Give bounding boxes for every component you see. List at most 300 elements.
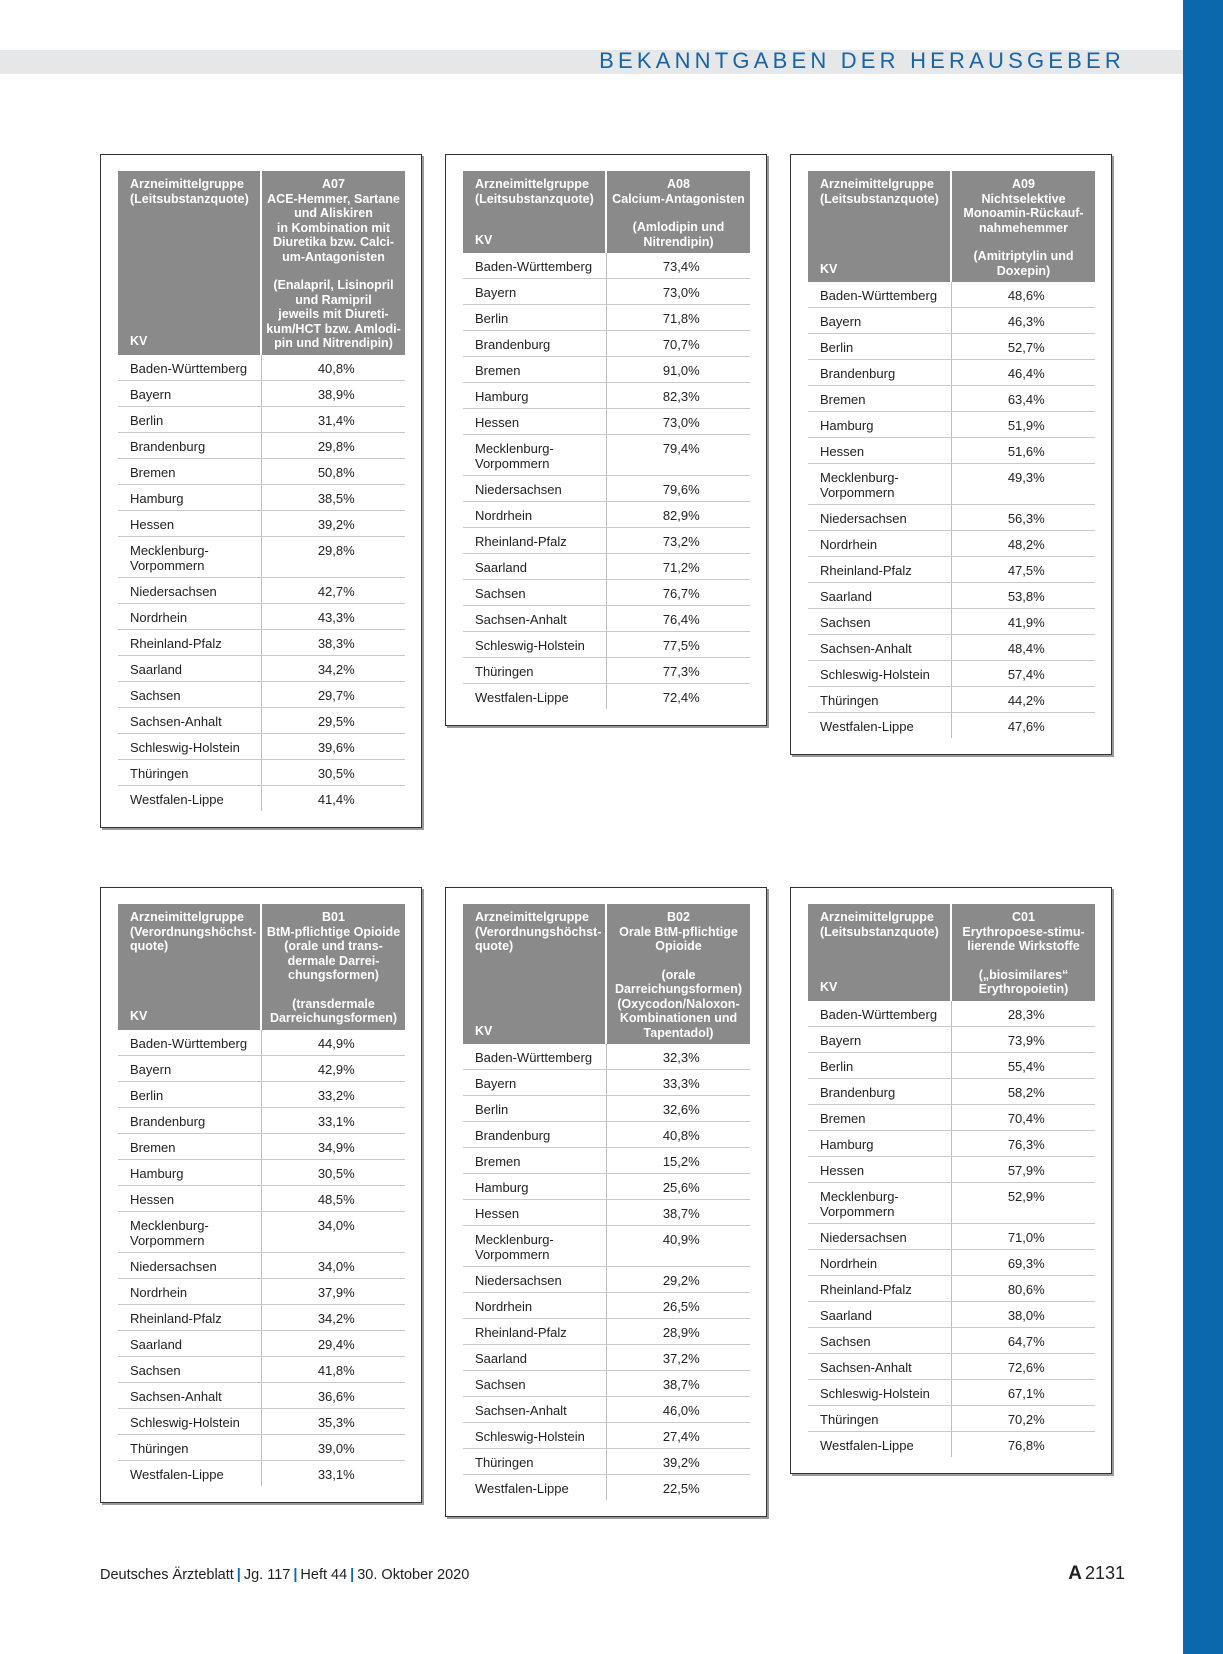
header-cell-group: [808, 171, 951, 282]
quota-value-cell: 70,2%: [951, 1405, 1095, 1431]
table-row: [463, 1345, 750, 1371]
table-row: [463, 502, 750, 528]
drug-group-title-line: BtM-pflichtige Opioide: [266, 924, 401, 939]
quota-value-cell: 44,9%: [261, 1030, 405, 1056]
quota-value-cell: 76,8%: [1007, 1437, 1045, 1453]
quota-value-cell: 71,0%: [951, 1223, 1095, 1249]
kv-name-cell: Schleswig-Holstein: [808, 1379, 951, 1405]
table-row: [118, 1408, 405, 1434]
table-row: [463, 331, 750, 357]
group-header-line: Arzneimittelgruppe: [475, 910, 589, 924]
quota-value-cell: 80,6%: [951, 1275, 1095, 1301]
table-row: [463, 1293, 750, 1319]
table-row: [463, 1449, 750, 1475]
kv-name-cell: Saarland: [463, 554, 606, 580]
drug-group-note-line: pin und Nitrendipin): [274, 336, 393, 350]
quota-value-cell: 29,7%: [261, 681, 405, 707]
quota-value-cell: 22,5%: [662, 1481, 700, 1496]
quota-value-cell: 46,3%: [951, 308, 1095, 334]
kv-name-cell: Niedersachsen: [808, 1223, 951, 1249]
quota-value-cell: 25,6%: [606, 1174, 750, 1200]
table-row: [463, 684, 750, 710]
kv-name-cell: Berlin: [118, 1081, 261, 1107]
kv-name-cell: Bayern: [118, 380, 261, 406]
table-row: [118, 1434, 405, 1460]
kv-name-cell: Rheinland-Pfalz: [808, 557, 951, 583]
drug-group-title-line: ACE-Hemmer, Sartane: [267, 191, 400, 206]
quota-value-cell: 29,2%: [606, 1267, 750, 1293]
kv-name-cell: Bayern: [118, 1055, 261, 1081]
kv-name-cell: Westfalen-Lippe: [118, 785, 261, 811]
drug-group-title-line: in Kombination mit: [276, 220, 391, 235]
quota-value-cell: 38,9%: [261, 380, 405, 406]
quota-value-cell: 71,8%: [606, 305, 750, 331]
kv-name-cell: Sachsen: [118, 681, 261, 707]
table-row: [463, 1174, 750, 1200]
kv-name-cell: Thüringen: [808, 1405, 951, 1431]
quota-value-cell: 73,9%: [951, 1026, 1095, 1052]
quota-value-cell: 47,6%: [1007, 719, 1045, 734]
quota-value-cell: 76,7%: [606, 580, 750, 606]
kv-name-cell: Hessen: [808, 1156, 951, 1182]
quota-value-cell: 72,6%: [951, 1353, 1095, 1379]
group-header-line: Arzneimittelgruppe: [475, 177, 589, 191]
kv-name-cell: Bremen: [463, 357, 606, 383]
kv-name-cell: Sachsen-Anhalt: [808, 635, 951, 661]
table-row: [118, 1107, 405, 1133]
table-row: [118, 1460, 405, 1486]
kv-name-cell: Bremen: [118, 458, 261, 484]
header-row: [808, 171, 1095, 282]
kv-name-cell: Bremen: [118, 1133, 261, 1159]
kv-name-cell: Nordrhein: [808, 531, 951, 557]
table-row: [118, 380, 405, 406]
drug-group-title-line: lierende Wirkstoffe: [967, 939, 1080, 953]
kv-name-cell: Rheinland-Pfalz: [463, 528, 606, 554]
section-title: BEKANNTGABEN DER HERAUSGEBER: [599, 48, 1125, 73]
table-row: [118, 629, 405, 655]
kv-name-cell: Baden-Württemberg: [808, 1001, 951, 1027]
table-row: [118, 355, 405, 381]
separator: |: [350, 1567, 355, 1583]
quota-value-cell: 38,0%: [951, 1301, 1095, 1327]
issue: Heft 44: [300, 1567, 348, 1583]
drug-group-title-line: (orale und trans-: [284, 939, 383, 953]
table-row: [463, 253, 750, 279]
table-row: [463, 580, 750, 606]
table-row: [808, 583, 1095, 609]
header-spacer: [956, 954, 1091, 968]
table-row: [808, 412, 1095, 438]
header-row: [118, 904, 405, 1030]
table-row: [118, 1304, 405, 1330]
header-cell-group: [463, 904, 606, 1044]
kv-name-cell: Westfalen-Lippe: [118, 1460, 261, 1486]
header-cell-group: [118, 171, 261, 355]
quota-value-cell: 70,4%: [951, 1104, 1095, 1130]
group-header-line: (Leitsubstanzquote): [475, 191, 594, 206]
drug-group-note-line: Doxepin): [996, 263, 1051, 278]
drug-group-code: A07: [322, 177, 345, 191]
quota-value-cell: 35,3%: [261, 1408, 405, 1434]
kv-name-cell: Thüringen: [118, 1434, 261, 1460]
kv-name-cell: Rheinland-Pfalz: [808, 1275, 951, 1301]
kv-name-cell: Brandenburg: [808, 360, 951, 386]
group-header-line: quote): [475, 939, 514, 953]
drug-group-note-line: (Amlodipin und: [632, 220, 725, 234]
quota-value-cell: 28,3%: [951, 1001, 1095, 1027]
kv-name-cell: Westfalen-Lippe: [808, 713, 951, 739]
table-row: [118, 432, 405, 458]
quota-value-cell: 33,3%: [606, 1070, 750, 1096]
kv-name-cell: Berlin: [463, 1096, 606, 1122]
data-table: [463, 904, 750, 1500]
table-row: [808, 557, 1095, 583]
table-box: [445, 887, 767, 1517]
group-header-line: (Verordnungshöchst-: [475, 924, 602, 939]
separator: |: [293, 1567, 298, 1583]
drug-group-note-line: (Oxycodon/Naloxon-: [617, 996, 740, 1011]
quota-value-cell: 29,8%: [261, 432, 405, 458]
drug-group-code: B01: [322, 910, 345, 924]
quota-value-cell: 82,9%: [606, 502, 750, 528]
kv-name-cell: Mecklenburg- Vorpommern: [808, 1182, 951, 1223]
table-box: [790, 154, 1112, 755]
quota-value-cell: 53,8%: [951, 583, 1095, 609]
table-row: [808, 1353, 1095, 1379]
kv-column-label: KV: [820, 980, 838, 994]
table-row: [463, 1397, 750, 1423]
quota-value-cell: 44,2%: [951, 687, 1095, 713]
quota-value-cell: 27,4%: [606, 1423, 750, 1449]
group-header-line: Arzneimittelgruppe: [130, 177, 244, 191]
header-row: [118, 171, 405, 355]
group-header-line: Arzneimittelgruppe: [820, 910, 934, 924]
date: 30. Oktober 2020: [357, 1567, 470, 1583]
kv-column-label: KV: [130, 334, 148, 348]
kv-name-cell: Bayern: [463, 1070, 606, 1096]
group-header-line: (Leitsubstanzquote): [130, 191, 249, 206]
table-row: [463, 1096, 750, 1122]
table-row: [118, 1030, 405, 1056]
kv-name-cell: Schleswig-Holstein: [463, 632, 606, 658]
kv-name-cell: Sachsen-Anhalt: [808, 1353, 951, 1379]
quota-value-cell: 58,2%: [951, 1078, 1095, 1104]
quota-value-cell: 71,2%: [606, 554, 750, 580]
kv-name-cell: Bremen: [463, 1148, 606, 1174]
drug-group-code: A09: [1012, 177, 1035, 191]
drug-group-title-line: Monoamin-Rückauf-: [963, 206, 1084, 220]
table-row: [463, 528, 750, 554]
table-row: [463, 1122, 750, 1148]
quota-value-cell: 47,5%: [951, 557, 1095, 583]
quota-value-cell: 30,5%: [261, 759, 405, 785]
kv-name-cell: Saarland: [118, 655, 261, 681]
table-row: [118, 1133, 405, 1159]
quota-value-cell: 34,0%: [261, 1252, 405, 1278]
kv-name-cell: Baden-Württemberg: [118, 1030, 261, 1056]
quota-value-cell: 46,4%: [951, 360, 1095, 386]
header-cell-drug: [951, 171, 1095, 282]
table-row: [118, 577, 405, 603]
kv-name-cell: Hessen: [463, 1200, 606, 1226]
kv-name-cell: Schleswig-Holstein: [118, 1408, 261, 1434]
kv-column-label: KV: [475, 232, 493, 247]
quota-value-cell: 48,2%: [951, 531, 1095, 557]
kv-name-cell: Schleswig-Holstein: [463, 1423, 606, 1449]
quota-value-cell: 34,2%: [261, 1304, 405, 1330]
table-row: [808, 687, 1095, 713]
quota-value-cell: 37,9%: [261, 1278, 405, 1304]
kv-name-cell: Brandenburg: [808, 1078, 951, 1104]
quota-value-cell: 38,7%: [606, 1371, 750, 1397]
table-row: [118, 484, 405, 510]
kv-name-cell: Hamburg: [463, 1174, 606, 1200]
kv-name-cell: Thüringen: [463, 1449, 606, 1475]
quota-value-cell: 91,0%: [606, 357, 750, 383]
table-row: [118, 510, 405, 536]
kv-name-cell: Saarland: [808, 1301, 951, 1327]
data-table: [118, 171, 405, 811]
table-row: [463, 606, 750, 632]
kv-name-cell: Saarland: [463, 1345, 606, 1371]
drug-group-title-line: Orale BtM-pflichtige: [619, 924, 738, 939]
table-row: [118, 1211, 405, 1252]
drug-group-note-line: jeweils mit Diureti-: [278, 307, 389, 321]
table-row: [808, 1104, 1095, 1130]
quota-value-cell: 42,7%: [261, 577, 405, 603]
drug-group-title-line: Diuretika bzw. Calci-: [272, 235, 395, 249]
table-row: [463, 409, 750, 435]
kv-name-cell: Hamburg: [118, 1159, 261, 1185]
quota-value-cell: 57,4%: [951, 661, 1095, 687]
kv-name-cell: Sachsen-Anhalt: [118, 1382, 261, 1408]
header-spacer: [266, 983, 401, 997]
kv-name-cell: Westfalen-Lippe: [808, 1431, 951, 1457]
table-row: [118, 1382, 405, 1408]
quota-value-cell: 48,5%: [261, 1185, 405, 1211]
drug-group-note-line: (Enalapril, Lisinopril: [273, 278, 394, 292]
kv-name-cell: Sachsen: [118, 1356, 261, 1382]
kv-name-cell: Sachsen-Anhalt: [463, 1397, 606, 1423]
quota-value-cell: 33,2%: [261, 1081, 405, 1107]
table-row: [118, 1055, 405, 1081]
kv-name-cell: Thüringen: [463, 658, 606, 684]
table-row: [118, 1356, 405, 1382]
group-header-line: Arzneimittelgruppe: [820, 177, 934, 191]
table-row: [118, 1159, 405, 1185]
group-header-line: Arzneimittelgruppe: [130, 910, 244, 924]
drug-group-note-line: („biosimilares“: [978, 967, 1069, 982]
drug-group-note-line: Darreichungsformen): [614, 982, 743, 996]
table-row: [463, 1371, 750, 1397]
kv-name-cell: Hessen: [463, 409, 606, 435]
quota-value-cell: 38,5%: [261, 484, 405, 510]
drug-group-note-line: Darreichungsformen): [269, 1011, 398, 1025]
kv-name-cell: Bayern: [808, 308, 951, 334]
table-row: [463, 383, 750, 409]
kv-name-cell: Rheinland-Pfalz: [463, 1319, 606, 1345]
table-row: [808, 1301, 1095, 1327]
page-number: [1068, 1563, 1125, 1585]
quota-value-cell: 69,3%: [951, 1249, 1095, 1275]
table-row: [808, 1223, 1095, 1249]
table-row: [808, 1026, 1095, 1052]
header-cell-group: [118, 904, 261, 1030]
group-header-line: quote): [130, 939, 169, 953]
table-row: [463, 279, 750, 305]
drug-group-title-line: dermale Darrei-: [287, 953, 380, 968]
kv-name-cell: Sachsen: [463, 1371, 606, 1397]
kv-name-cell: Berlin: [808, 1052, 951, 1078]
data-table: [118, 904, 405, 1486]
group-header-line: (Leitsubstanzquote): [820, 924, 939, 939]
quota-value-cell: 82,3%: [606, 383, 750, 409]
header-cell-drug: [606, 171, 750, 253]
kv-name-cell: Rheinland-Pfalz: [118, 1304, 261, 1330]
table-row: [808, 531, 1095, 557]
kv-name-cell: Hamburg: [808, 412, 951, 438]
table-row: [808, 635, 1095, 661]
table-row: [808, 464, 1095, 505]
quota-value-cell: 31,4%: [261, 406, 405, 432]
table-row: [808, 386, 1095, 412]
kv-name-cell: Sachsen: [808, 609, 951, 635]
table-row: [808, 334, 1095, 360]
page-number-value: 2131: [1084, 1563, 1125, 1583]
data-table: [808, 904, 1095, 1457]
kv-name-cell: Mecklenburg- Vorpommern: [118, 1211, 261, 1252]
header-cell-group: [808, 904, 951, 1001]
table-row: [463, 435, 750, 476]
quota-value-cell: 33,1%: [317, 1466, 355, 1482]
kv-name-cell: Schleswig-Holstein: [808, 661, 951, 687]
quota-value-cell: 52,7%: [951, 334, 1095, 360]
quota-value-cell: 55,4%: [951, 1052, 1095, 1078]
quota-value-cell: 38,3%: [261, 629, 405, 655]
table-row: [118, 785, 405, 811]
kv-name-cell: Nordrhein: [808, 1249, 951, 1275]
drug-group-note-line: kum/HCT bzw. Amlodi-: [266, 321, 401, 336]
kv-name-cell: Niedersachsen: [808, 505, 951, 531]
drug-group-title-line: chungsformen): [288, 968, 379, 982]
kv-name-cell: Brandenburg: [463, 331, 606, 357]
kv-name-cell: Thüringen: [808, 687, 951, 713]
table-row: [808, 1275, 1095, 1301]
kv-name-cell: Thüringen: [118, 759, 261, 785]
quota-value-cell: 29,5%: [261, 707, 405, 733]
quota-value-cell: 28,9%: [606, 1319, 750, 1345]
header-spacer: [611, 954, 746, 968]
table-row: [808, 713, 1095, 739]
quota-value-cell: 76,3%: [951, 1130, 1095, 1156]
kv-name-cell: Brandenburg: [463, 1122, 606, 1148]
kv-column-label: KV: [820, 261, 838, 276]
table-row: [463, 1070, 750, 1096]
drug-group-note-line: (transdermale: [292, 996, 375, 1011]
header-cell-drug: [606, 904, 750, 1044]
header-row: [808, 904, 1095, 1001]
quota-value-cell: 29,8%: [261, 536, 405, 577]
quota-value-cell: 77,3%: [606, 658, 750, 684]
table-row: [463, 1200, 750, 1226]
table-row: [808, 1405, 1095, 1431]
header-spacer: [611, 206, 746, 220]
quota-value-cell: 34,9%: [261, 1133, 405, 1159]
table-row: [463, 632, 750, 658]
kv-name-cell: Sachsen: [463, 580, 606, 606]
kv-name-cell: Westfalen-Lippe: [463, 684, 606, 710]
kv-name-cell: Nordrhein: [118, 1278, 261, 1304]
header-cell-drug: [261, 904, 405, 1030]
quota-value-cell: 48,4%: [951, 635, 1095, 661]
volume: Jg. 117: [243, 1567, 291, 1583]
journal-name: Deutsches Ärzteblatt: [100, 1567, 234, 1583]
quota-value-cell: 73,0%: [606, 279, 750, 305]
table-row: [808, 1379, 1095, 1405]
table-row: [463, 1475, 750, 1501]
quota-value-cell: 29,4%: [261, 1330, 405, 1356]
drug-group-title-line: um-Antagonisten: [282, 249, 385, 264]
quota-value-cell: 42,9%: [261, 1055, 405, 1081]
table-row: [808, 1130, 1095, 1156]
quota-value-cell: 26,5%: [606, 1293, 750, 1319]
quota-value-cell: 70,7%: [606, 331, 750, 357]
table-row: [118, 733, 405, 759]
quota-value-cell: 73,0%: [606, 409, 750, 435]
kv-name-cell: Hamburg: [808, 1130, 951, 1156]
quota-value-cell: 40,8%: [606, 1122, 750, 1148]
kv-name-cell: Bremen: [808, 386, 951, 412]
drug-group-title-line: Nichtselektive: [981, 191, 1066, 206]
table-row: [118, 406, 405, 432]
header-spacer: [956, 235, 1091, 249]
table-row: [463, 554, 750, 580]
quota-value-cell: 50,8%: [261, 458, 405, 484]
quota-value-cell: 36,6%: [261, 1382, 405, 1408]
kv-name-cell: Berlin: [118, 406, 261, 432]
quota-value-cell: 34,0%: [261, 1211, 405, 1252]
separator: |: [236, 1567, 241, 1583]
table-box: [445, 154, 767, 726]
drug-group-note-line: Kombinationen und: [619, 1011, 738, 1025]
drug-group-note-line: Nitrendipin): [643, 234, 714, 249]
table-row: [118, 1278, 405, 1304]
table-row: [808, 1431, 1095, 1457]
table-row: [463, 1148, 750, 1174]
drug-group-title-line: Erythropoese-stimu-: [962, 924, 1085, 939]
table-box: [100, 887, 422, 1503]
kv-column-label: KV: [475, 1023, 493, 1038]
header-row: [463, 904, 750, 1044]
kv-name-cell: Niedersachsen: [118, 1252, 261, 1278]
drug-group-title-line: und Aliskiren: [294, 206, 373, 220]
quota-value-cell: 76,4%: [606, 606, 750, 632]
table-row: [463, 476, 750, 502]
quota-value-cell: 77,5%: [606, 632, 750, 658]
table-row: [808, 308, 1095, 334]
table-row: [118, 1185, 405, 1211]
table-row: [808, 438, 1095, 464]
kv-name-cell: Westfalen-Lippe: [463, 1475, 606, 1501]
kv-name-cell: Saarland: [118, 1330, 261, 1356]
drug-group-code: C01: [1012, 910, 1035, 924]
quota-value-cell: 72,4%: [662, 690, 700, 705]
table-row: [118, 681, 405, 707]
kv-name-cell: Baden-Württemberg: [808, 282, 951, 308]
quota-value-cell: 37,2%: [606, 1345, 750, 1371]
table-row: [118, 1252, 405, 1278]
